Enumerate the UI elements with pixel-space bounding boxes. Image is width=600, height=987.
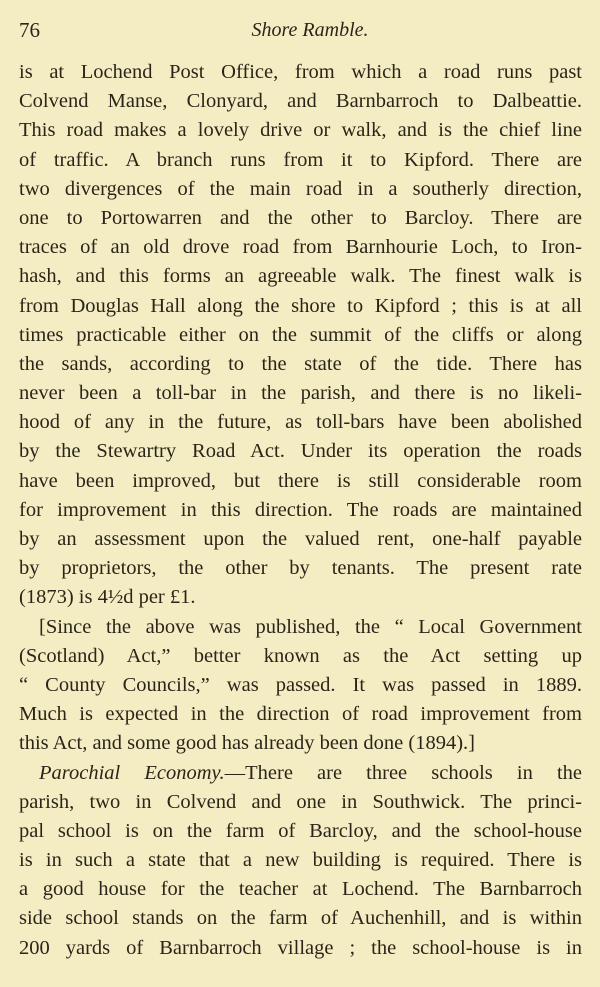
text-line: parish, two in Colvend and one in Southwick. The princi- [19,790,582,813]
page-header [0,14,600,46]
text-line: 200 yards of Barnbarroch village ; the school-house is in [19,936,582,959]
text-line: have been improved, but there is still considerable room [19,469,582,492]
text-line: side school stands on the farm of Auchenhill, and is within [19,907,582,930]
text-line: times practicable either on the summit of the cliffs or along [19,323,582,346]
text-line: is in such a state that a new building is required. There is [19,849,582,872]
section-line-text: —There are three schools in the [224,761,582,784]
section-heading: Parochial Economy. [39,761,225,784]
text-line: “ County Councils,” was passed. It was passed in 1889. [19,673,582,696]
text-line: by the Stewartry Road Act. Under its operation the roads [19,440,582,463]
text-line: (1873) is 4½d per £1. [19,586,196,609]
text-line: This road makes a lovely drive or walk, and is the chief line [19,119,582,142]
body-text [19,58,582,963]
text-line: Much is expected in the direction of road improvement from [19,703,582,726]
text-line: hash, and this forms an agreeable walk. The finest walk is [19,265,582,288]
text-line: for improvement in this direction. The roads are maintained [19,498,582,521]
text-line: is at Lochend Post Office, from which a road runs past [19,61,582,83]
text-line: [Since the above was published, the “ Local Government [39,615,582,638]
text-line: of traffic. A branch runs from it to Kipford. There are [19,148,582,171]
text-line: by proprietors, the other by tenants. The present rate [19,557,582,580]
text-line: the sands, according to the state of the tide. There has [19,352,582,375]
text-line: pal school is on the farm of Barcloy, and the school-house [19,819,582,842]
text-line: never been a toll-bar in the parish, and there is no likeli- [19,382,582,405]
text-line: (Scotland) Act,” better known as the Act setting up [19,644,582,667]
text-line: two divergences of the main road in a southerly direction, [19,177,582,200]
section-line [19,759,582,788]
text-line: a good house for the teacher at Lochend. The Barnbarroch [19,878,582,901]
page-number: 76 [19,18,40,42]
text-line: by an assessment upon the valued rent, one-half payable [19,528,582,550]
text-line: this Act, and some good has already been done (1894).] [19,732,476,755]
text-line: from Douglas Hall along the shore to Kipford ; this is at all [19,294,582,317]
text-line: one to Portowarren and the other to Barcloy. There are [19,206,582,229]
text-line: Colvend Manse, Clonyard, and Barnbarroch to Dalbeattie. [19,90,582,113]
text-line: traces of an old drove road from Barnhourie Loch, to Iron- [19,236,582,259]
text-line: hood of any in the future, as toll-bars have been abolished [19,411,582,434]
running-title: Shore Ramble. [251,19,369,41]
